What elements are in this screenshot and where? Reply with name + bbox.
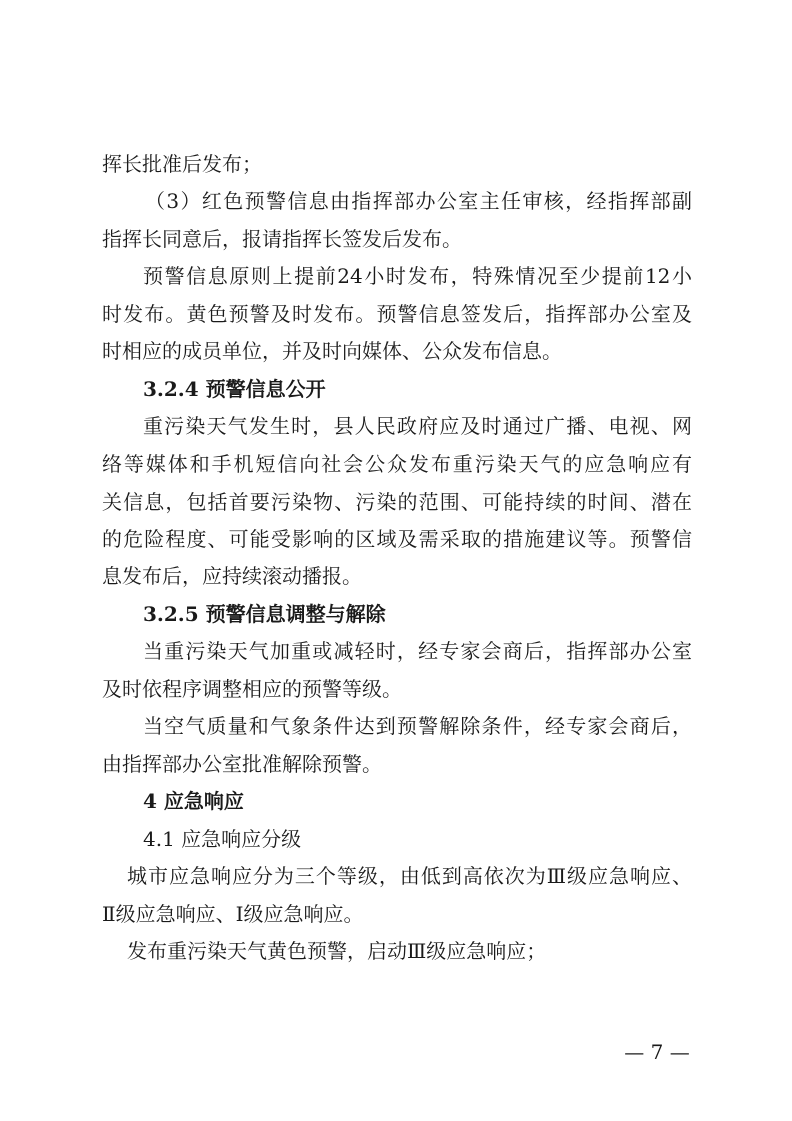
paragraph-line: 预警信息原则上提前24小时发布，特殊情况至少提前12小 xyxy=(143,264,692,288)
paragraph-line: 城市应急响应分为三个等级，由低到高依次为Ⅲ级应急响应、 xyxy=(127,864,692,888)
paragraph-line: （3）红色预警信息由指挥部办公室主任审核，经指挥部副 xyxy=(145,189,692,213)
paragraph-line: 关信息，包括首要污染物、污染的范围、可能持续的时间、潜在 xyxy=(102,490,692,514)
paragraph-line: 指挥长同意后，报请指挥长签发后发布。 xyxy=(102,227,462,251)
paragraph-line: 当空气质量和气象条件达到预警解除条件，经专家会商后， xyxy=(143,714,692,738)
paragraph-line: 当重污染天气加重或减轻时，经专家会商后，指挥部办公室 xyxy=(143,639,692,663)
section-heading: 3.2.5 预警信息调整与解除 xyxy=(143,602,386,626)
page-number: — 7 — xyxy=(624,1040,690,1064)
paragraph-line: 息发布后，应持续滚动播报。 xyxy=(102,564,362,588)
paragraph-line: 络等媒体和手机短信向社会公众发布重污染天气的应急响应有 xyxy=(102,452,692,476)
paragraph-line: 的危险程度、可能受影响的区域及需采取的措施建议等。预警信 xyxy=(102,527,692,551)
subsection-heading: 4.1 应急响应分级 xyxy=(143,827,302,851)
paragraph-line: 重污染天气发生时，县人民政府应及时通过广播、电视、网 xyxy=(143,414,692,438)
paragraph-line: 时发布。黄色预警及时发布。预警信息签发后，指挥部办公室及 xyxy=(102,302,692,326)
paragraph-line: 发布重污染天气黄色预警，启动Ⅲ级应急响应； xyxy=(127,939,547,963)
section-heading: 3.2.4 预警信息公开 xyxy=(143,377,326,401)
paragraph-line: 及时依程序调整相应的预警等级。 xyxy=(102,677,402,701)
paragraph-line: 时相应的成员单位，并及时向媒体、公众发布信息。 xyxy=(102,339,562,363)
paragraph-line: 挥长批准后发布； xyxy=(102,152,262,176)
paragraph-line: Ⅱ级应急响应、Ⅰ级应急响应。 xyxy=(102,902,364,926)
chapter-heading: 4 应急响应 xyxy=(143,789,244,813)
paragraph-line: 由指挥部办公室批准解除预警。 xyxy=(102,752,382,776)
